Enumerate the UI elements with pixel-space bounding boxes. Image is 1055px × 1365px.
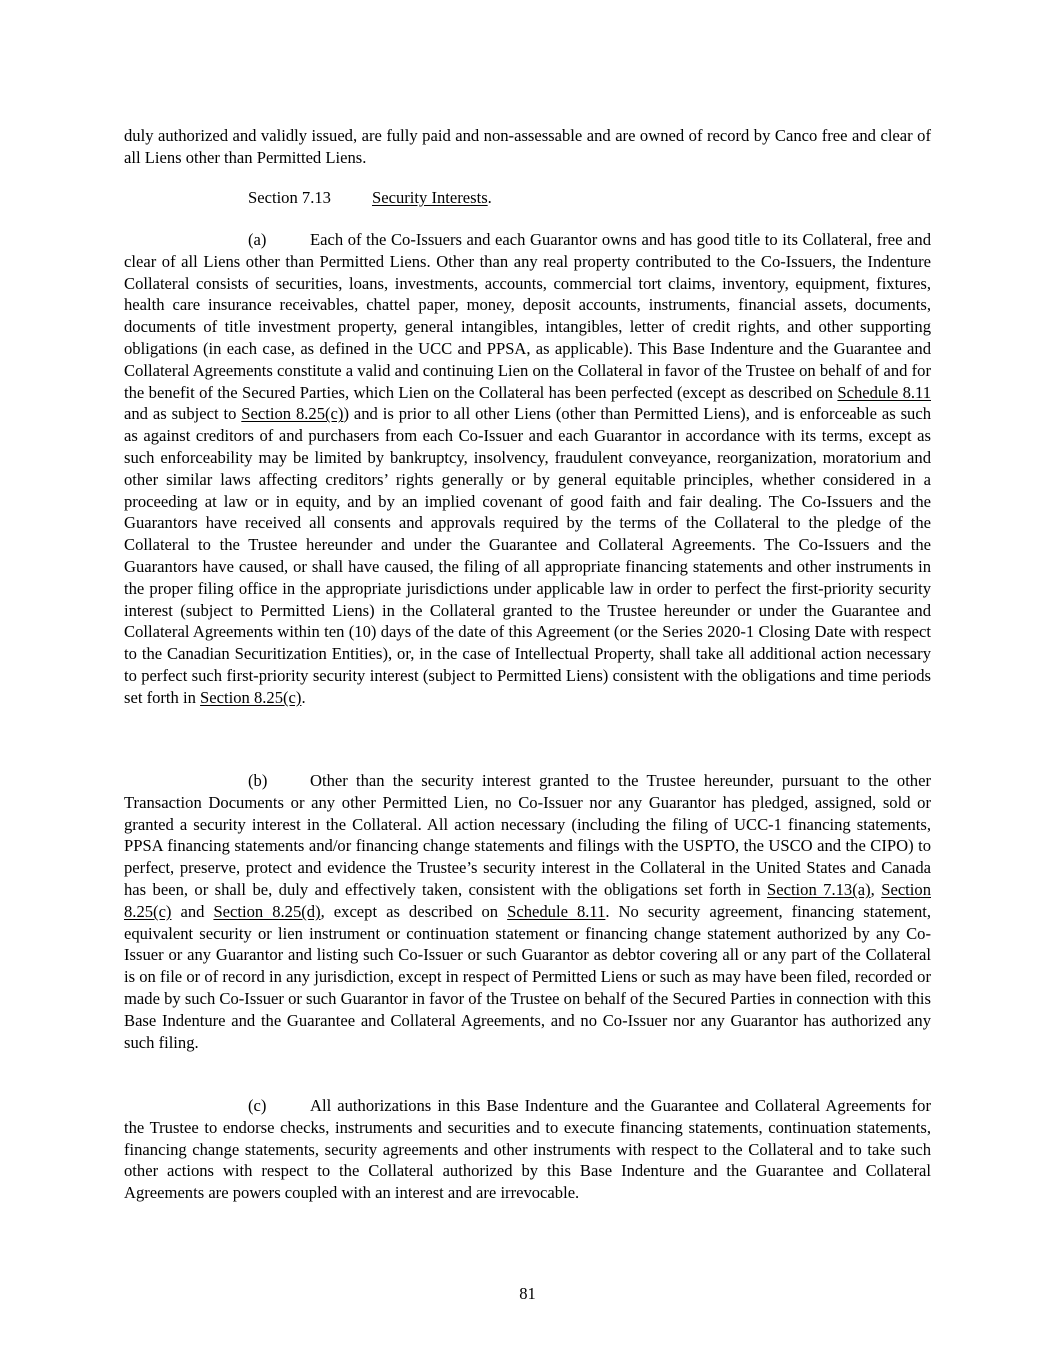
ref-section-7-13-a: Section 7.13(a) (766, 879, 871, 899)
paragraph-c-label: (c) (248, 1096, 267, 1115)
paragraph-b-label: (b) (248, 771, 268, 790)
paragraph-a-text-2: and as subject to (124, 404, 242, 424)
intro-text: duly authorized and validly issued, are fully paid and non-assessable and are owned of record by Canco free and clear of all Liens other than Permitted Liens. (124, 126, 931, 167)
paragraph-a-text-1: Each of the Co-Issuers and each Guarantor owns and has good title to its Collateral, free and clear of all Liens other than Permitted Liens. Other than any real property contributed to the Co-Issuers, the Indenture Collateral consists of securities, loans, investments, accounts, commercial tort claims, inventory, equipment, fixtures, health care insurance receivables, chattel paper, money, deposit accounts, instruments, financial assets, documents, documents of title investment property, general intangibles, intangibles, letter of credit rights, and other supporting obligations (in each case, as defined in the UCC and PPSA, as applicable). This Base Indenture and the Guarantee and Collateral Agreements constitute a valid and continuing Lien on the Collateral in favor of the Trustee on behalf of and for the benefit of the Secured Parties, which Lien on the Collateral has been perfected (except as described on (124, 230, 931, 402)
paragraph-c (124, 1095, 931, 1204)
paragraph-a (124, 229, 931, 709)
paragraph-b-text-1: Other than the security interest granted to the Trustee hereunder, pursuant to the other Transaction Documents or any other Permitted Lien, no Co-Issuer nor any Guarantor has pledged, assigned, sold or granted a security interest in the Collateral. All action necessary (including the filing of UCC-1 financing statements, PPSA financing statements and/or financing change statements and filings with the USPTO, the USCO and the CIPO) to perfect, preserve, protect and evidence the Trustee’s security interest in the Collateral in the United States and Canada has been, or shall be, duly and effectively taken, consistent with the obligations set forth in (124, 771, 931, 899)
ref-section-8-25-c: Section 8.25(c) (124, 879, 931, 921)
section-number: Section 7.13 (248, 188, 331, 207)
page-number: 81 (519, 1284, 536, 1303)
paragraph-b (124, 770, 931, 1053)
ref-section-8-25-c: Section 8.25(c) (200, 687, 302, 707)
section-heading (248, 187, 492, 209)
ref-section-8-25-c: Section 8.25(c) (241, 404, 344, 424)
paragraph-a-text-4: . (301, 687, 306, 707)
paragraph-c-text: All authorizations in this Base Indenture and the Guarantee and Collateral Agreements for the Trustee to endorse checks, instruments and securities and to execute financing statements, continuation statements, financing change statements, security agreements and other instruments with respect to the Collateral and to take such other actions with respect to the Collateral authorized by this Base Indenture and the Guarantee and Collateral Agreements are powers coupled with an interest and are irrevocable. (124, 1096, 931, 1203)
ref-section-8-25-d: Section 8.25(d) (213, 901, 321, 921)
paragraph-b-text-5: . No security agreement, financing statement, equivalent security or lien instrument or continuation statement or financing change statement authorized by any Co-Issuer or any Guarantor and listing such Co-Issuer or such Guarantor as debtor covering all or any part of the Collateral is on file or of record in any jurisdiction, except in respect of Permitted Liens or such as may have been filed, recorded or made by such Co-Issuer or such Guarantor in favor of the Trustee on behalf of the Secured Parties in connection with this Base Indenture and the Guarantee and Collateral Agreements, and no Co-Issuer nor any Guarantor has authorized any such filing. (124, 901, 932, 1052)
ref-schedule-8-11: Schedule 8.11 (837, 382, 931, 402)
paragraph-b-text-2: , (870, 879, 882, 899)
section-title: Security Interests (372, 188, 488, 207)
section-title-period: . (487, 188, 492, 207)
paragraph-a-label: (a) (248, 230, 267, 249)
ref-schedule-8-11: Schedule 8.11 (507, 901, 606, 921)
paragraph-b-text-4: , except as described on (320, 901, 508, 921)
intro-paragraph (124, 125, 931, 169)
paragraph-b-text-3: and (171, 901, 214, 921)
paragraph-a-text-3: ) and is prior to all other Liens (other than Permitted Liens), and is enforceable as such as against creditors of and purchasers from each Co-Issuer and each Guarantor in accordance with its terms, except as such enforceability may be limited by bankruptcy, insolvency, fraudulent conveyance, reorganization, moratorium and other similar laws affecting creditors’ rights generally or by general equitable principles, whether considered in a proceeding at law or in equity, and by an implied covenant of good faith and fair dealing. The Co-Issuers and the Guarantors have received all consents and approvals required by the terms of the Collateral to the pledge of the Collateral to the Trustee hereunder and under the Guarantee and Collateral Agreements. The Co-Issuers and the Guarantors have caused, or shall have caused, the filing of all appropriate financing statements and other instruments in the proper filing office in the appropriate jurisdictions under applicable law in order to perfect the first-priority security interest (subject to Permitted Liens) in the Collateral granted to the Trustee hereunder or under the Guarantee and Collateral Agreements within ten (10) days of the date of this Agreement (or the Series 2020-1 Closing Date with respect to the Canadian Securitization Entities), or, in the case of Intellectual Property, shall take all additional action necessary to perfect such first-priority security interest (subject to Permitted Liens) consistent with the obligations and time periods set forth in (124, 404, 931, 707)
